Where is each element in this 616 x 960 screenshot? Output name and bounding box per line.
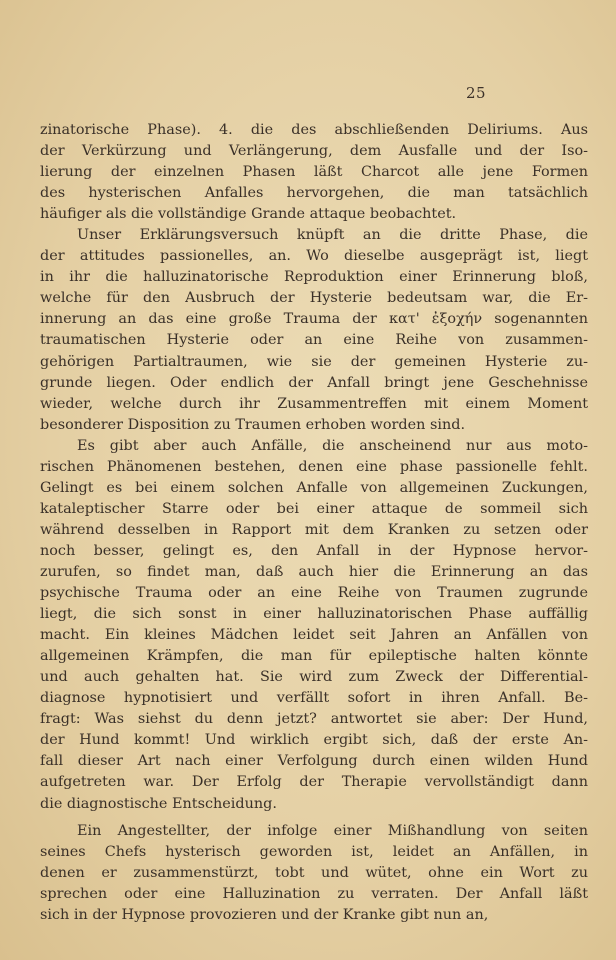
text-line: zurufen, so findet man, daß auch hier die Erinnerung an das bbox=[40, 563, 588, 580]
page-number: 25 bbox=[466, 84, 487, 102]
text-line: fall dieser Art nach einer Verfolgung durch einen wilden Hund bbox=[40, 753, 588, 770]
text-line: des hysterischen Anfalles hervorgehen, die man tatsächlich bbox=[40, 185, 588, 202]
text-line: wieder, welche durch ihr Zusammentreffen mit einem Moment bbox=[40, 395, 588, 412]
text-line: grunde liegen. Oder endlich der Anfall bringt jene Geschehnisse bbox=[40, 374, 588, 391]
text-line: kataleptischer Starre oder bei einer attaque de sommeil sich bbox=[40, 500, 588, 517]
text-line: aufgetreten war. Der Erfolg der Therapie vervollständigt dann bbox=[40, 774, 588, 791]
text-line: während desselben in Rapport mit dem Kranken zu setzen oder bbox=[40, 521, 588, 538]
text-line: welche für den Ausbruch der Hysterie bedeutsam war, die Er- bbox=[40, 290, 588, 307]
text-line: liegt, die sich sonst in einer halluzinatorischen Phase auffällig bbox=[40, 606, 588, 623]
text-line: seines Chefs hysterisch geworden ist, leidet an Anfällen, in bbox=[40, 843, 588, 860]
text-line: zinatorische Phase). 4. die des abschließenden Deliriums. Aus bbox=[40, 122, 588, 138]
paragraph bbox=[40, 225, 588, 435]
text-line: häufiger als die vollständige Grande attaque beobachtet. bbox=[40, 206, 457, 223]
text-line: fragt: Was siehst du denn jetzt? antwortet sie aber: Der Hund, bbox=[40, 711, 588, 728]
text-line: denen er zusammenstürzt, tobt und wütet, ohne ein Wort zu bbox=[40, 864, 588, 881]
text-line: macht. Ein kleines Mädchen leidet seit Jahren an Anfällen von bbox=[40, 627, 588, 644]
text-line: der attitudes passionelles, an. Wo dieselbe ausgeprägt ist, liegt bbox=[40, 248, 588, 265]
text-line: diagnose hypnotisiert und verfällt sofort in ihren Anfall. Be- bbox=[40, 690, 588, 707]
text-line: noch besser, gelingt es, den Anfall in der Hypnose hervor- bbox=[40, 542, 588, 559]
text-line: Unser Erklärungsversuch knüpft an die dritte Phase, die bbox=[77, 227, 588, 244]
text-line: Gelingt es bei einem solchen Anfalle von allgemeinen Zuckungen, bbox=[40, 479, 588, 496]
text-line: allgemeinen Krämpfen, die man für epileptische halten könnte bbox=[40, 648, 588, 665]
text-line: psychische Trauma oder an eine Reihe von Traumen zugrunde bbox=[40, 585, 588, 602]
text-line: gehörigen Partialtraumen, wie sie der gemeinen Hysterie zu- bbox=[40, 353, 588, 370]
paragraph bbox=[40, 436, 588, 815]
text-line: sprechen oder eine Halluzination zu verraten. Der Anfall läßt bbox=[40, 885, 588, 902]
text-line: der Verkürzung und Verlängerung, dem Ausfalle und der Iso- bbox=[40, 143, 588, 160]
body-text bbox=[40, 120, 588, 926]
text-line: lierung der einzelnen Phasen läßt Charcot alle jene Formen bbox=[40, 164, 588, 181]
paragraph bbox=[40, 821, 588, 926]
text-line: Es gibt aber auch Anfälle, die anscheinend nur aus moto- bbox=[77, 437, 588, 454]
paragraph bbox=[40, 120, 588, 225]
text-line: innerung an das eine große Trauma der κατ' ἐξοχήν sogenannten bbox=[40, 311, 588, 328]
text-line: und auch gehalten hat. Sie wird zum Zweck der Differential- bbox=[40, 669, 588, 686]
text-line: Ein Angestellter, der infolge einer Mißhandlung von seiten bbox=[77, 822, 588, 839]
text-line: in ihr die halluzinatorische Reproduktion einer Erinnerung bloß, bbox=[40, 269, 588, 286]
text-line: rischen Phänomenen bestehen, denen eine phase passionelle fehlt. bbox=[40, 458, 588, 475]
text-line: besonderer Disposition zu Traumen erhoben worden sind. bbox=[40, 416, 466, 433]
text-line: die diagnostische Entscheidung. bbox=[40, 795, 277, 812]
text-line: der Hund kommt! Und wirklich ergibt sich, daß der erste An- bbox=[40, 732, 588, 749]
text-line: traumatischen Hysterie oder an eine Reihe von zusammen- bbox=[40, 332, 588, 349]
text-line: sich in der Hypnose provozieren und der Kranke gibt nun an, bbox=[40, 906, 489, 923]
